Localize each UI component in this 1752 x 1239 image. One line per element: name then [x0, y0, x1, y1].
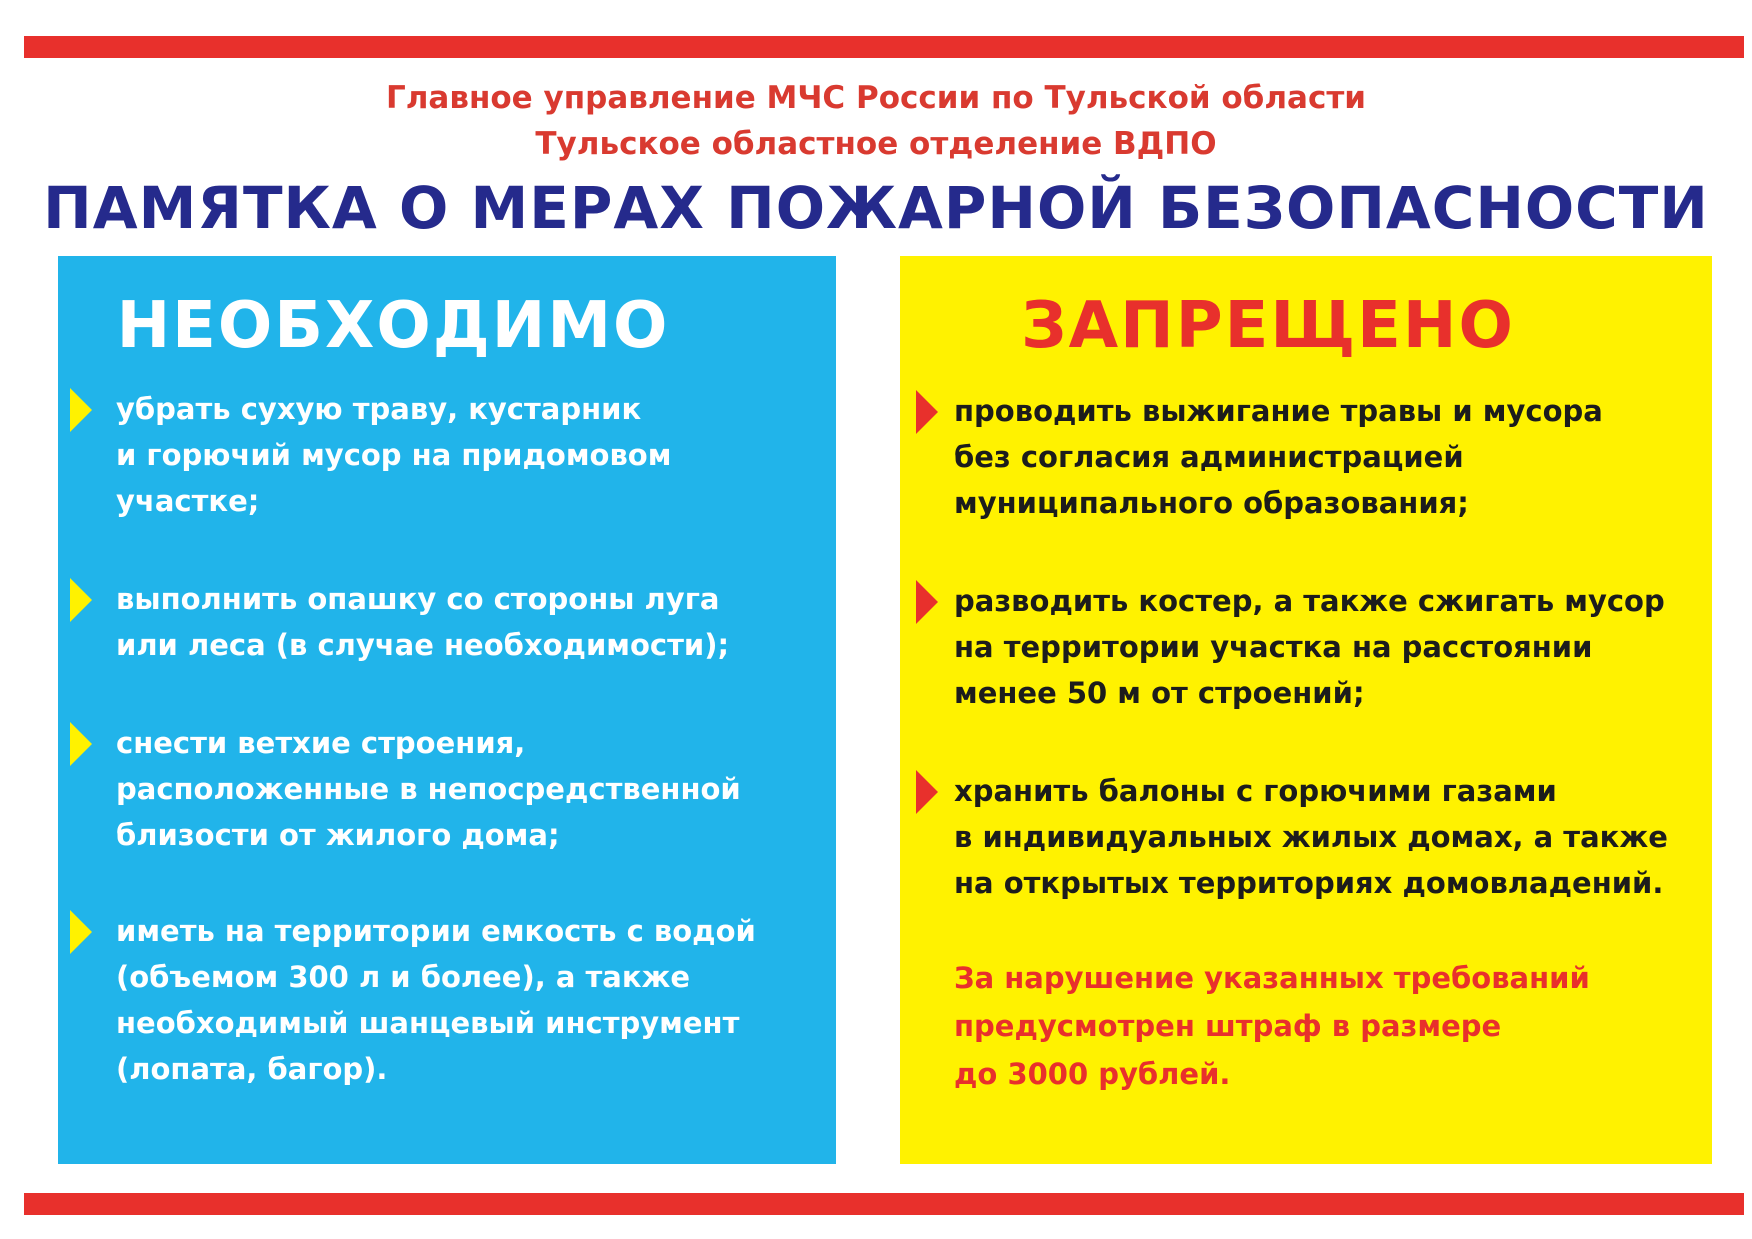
organization-line-1: Главное управление МЧС России по Тульской области [385, 80, 1367, 116]
required-item-text: иметь на территории емкость с водой (объемом 300 л и более), а также необходимый шанцевый инструмент (лопата, багор). [116, 914, 756, 1086]
prohibited-heading: ЗАПРЕЩЕНО [1021, 289, 1515, 363]
top-red-stripe [24, 36, 1744, 58]
required-panel [58, 256, 836, 1164]
bottom-red-stripe [24, 1193, 1744, 1215]
triangle-bullet-icon [70, 388, 92, 432]
triangle-bullet-icon [916, 770, 938, 814]
required-heading: НЕОБХОДИМО [116, 289, 670, 363]
triangle-bullet-icon [916, 580, 938, 624]
page-title: ПАМЯТКА О МЕРАХ ПОЖАРНОЙ БЕЗОПАСНОСТИ [43, 174, 1709, 242]
prohibited-item-text: хранить балоны с горючими газами в индивидуальных жилых домах, а также на открытых территориях домовладений. [954, 774, 1668, 900]
triangle-bullet-icon [916, 390, 938, 434]
required-item-text: выполнить опашку со стороны луга или леса (в случае необходимости); [116, 582, 730, 662]
triangle-bullet-icon [70, 910, 92, 954]
prohibited-panel [900, 256, 1712, 1164]
required-item-text: снести ветхие строения, расположенные в непосредственной близости от жилого дома; [116, 726, 741, 852]
triangle-bullet-icon [70, 578, 92, 622]
triangle-bullet-icon [70, 722, 92, 766]
prohibited-item-text: проводить выжигание травы и мусора без согласия администрацией муниципального образования; [954, 394, 1603, 520]
prohibited-item-text: разводить костер, а также сжигать мусор на территории участка на расстоянии менее 50 м от строений; [954, 584, 1665, 710]
required-item-text: убрать сухую траву, кустарник и горючий мусор на придомовом участке; [116, 392, 672, 518]
penalty-notice: За нарушение указанных требований предусмотрен штраф в размере до 3000 рублей. [954, 961, 1590, 1091]
organization-line-2: Тульское областное отделение ВДПО [535, 126, 1217, 162]
